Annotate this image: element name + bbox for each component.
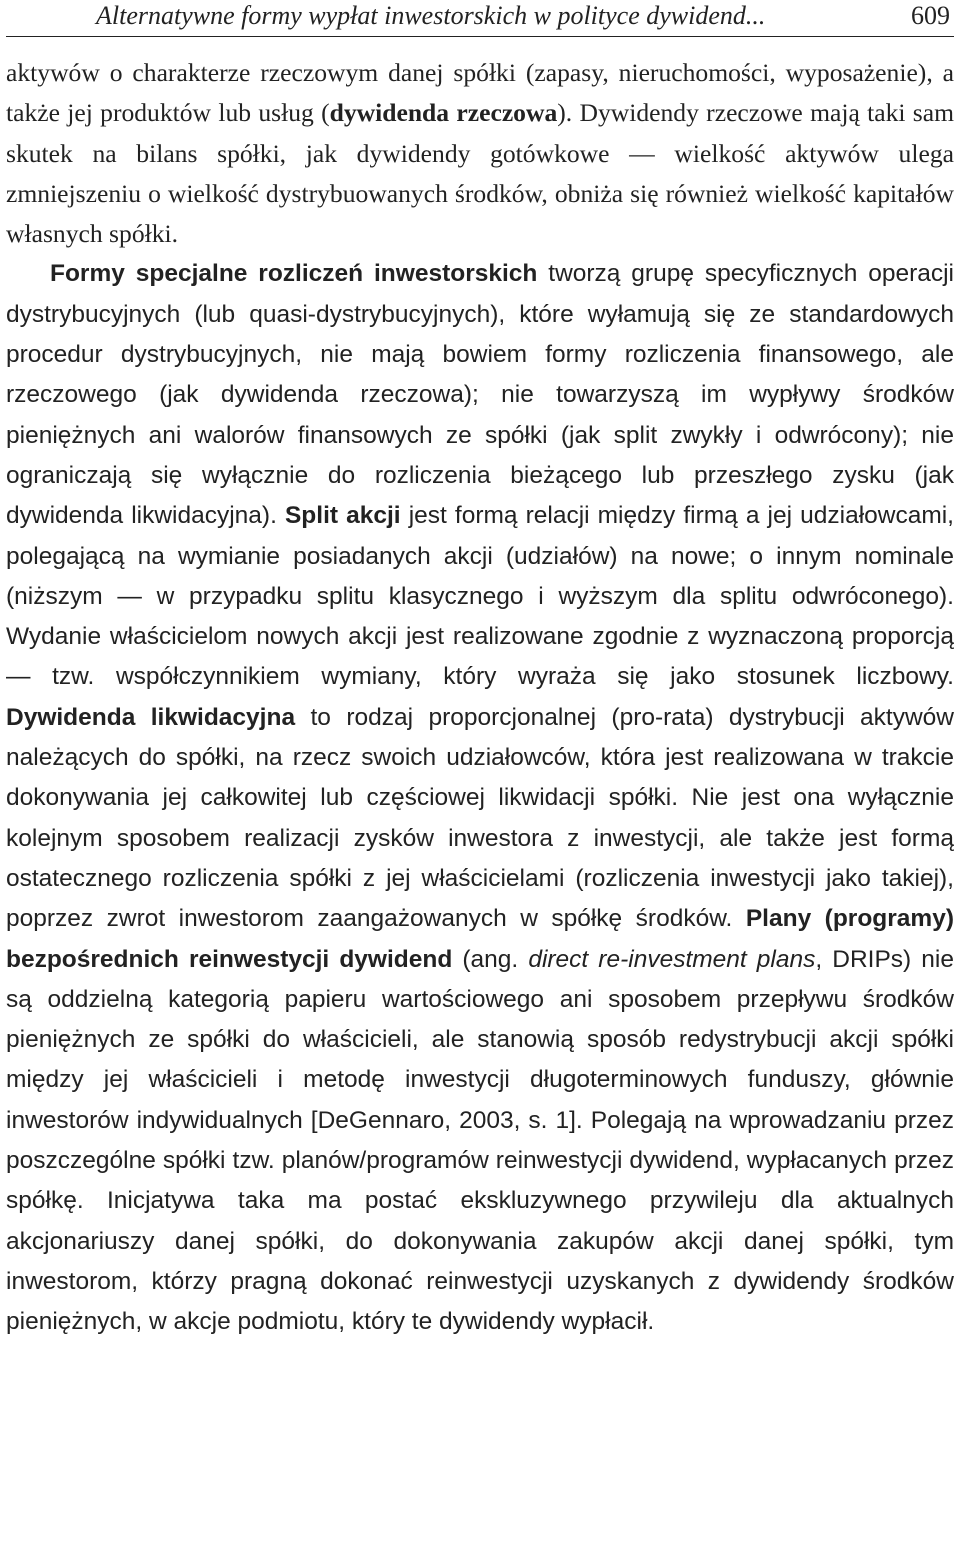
- page-number: 609: [911, 1, 950, 30]
- paragraph-formy-specjalne: [6, 254, 954, 1342]
- body-text: [6, 53, 954, 1343]
- running-header-title: Alternatywne formy wypłat inwestorskich w polityce dywidend...: [96, 1, 766, 30]
- term-dywidenda-likwidacyjna: Dywidenda likwidacyjna: [6, 703, 296, 731]
- running-header: [6, 0, 954, 37]
- paragraph-text: tworzą grupę specyficznych operacji dystrybucyjnych (lub quasi-dystrybucyjnych), które wyłamują się ze standardowych procedur dystrybucyjnych, nie mają bowiem formy rozliczenia finansowego, ale rzeczowego (jak dywidenda rzeczowa); nie towarzyszą im wypływy środków pieniężnych ani walorów finansowych ze spółki (jak split zwykły i odwrócony); nie ograniczają się wyłącznie do rozliczenia bieżącego lub przeszłego zysku (jak dywidenda likwidacyjna).: [6, 260, 954, 530]
- term-dywidenda-rzeczowa: dywidenda rzeczowa: [329, 98, 558, 128]
- paragraph-text: ). Dywidendy rzeczowe mają taki sam skutek na bilans spółki, jak dywidendy gotówkowe — wielkość aktywów ulega zmniejszeniu o wielkość dystrybuowanych środków, obniża się również wielkość kapitałów własnych spółki.: [6, 98, 954, 249]
- paragraph-text: (ang.: [452, 945, 529, 973]
- paragraph-text: jest formą relacji między firmą a jej udziałowcami, polegającą na wymianie posiadanych akcji (udziałów) na nowe; o innym nominale (niższym — w przypadku splitu klasycznego i wyższym dla splitu odwróconego). Wydanie właścicielom nowych akcji jest realizowane zgodnie z wyznaczoną proporcją — tzw. współczynnikiem wymiany, który wyraża się jako stosunek liczbowy.: [6, 502, 954, 691]
- term-split-akcji: Split akcji: [284, 502, 401, 530]
- paragraph-continued: [6, 53, 954, 254]
- term-direct-reinvestment-plans: direct re-investment plans: [528, 945, 816, 973]
- term-plany-reinwestycji: Plany (programy) bezpośrednich reinwestycji dywidend: [6, 905, 954, 973]
- paragraph-text: aktywów o charakterze rzeczowym danej spółki (zapasy, nieruchomości, wyposażenie), a także jej produktów lub usług (: [6, 58, 954, 128]
- paragraph-text: to rodzaj proporcjonalnej (pro-rata) dystrybucji aktywów należących do spółki, na rzecz swoich udziałowców, która jest realizowana w trakcie dokonywania jej całkowitej lub częściowej likwidacji spółki. Nie jest ona wyłącznie kolejnym sposobem realizacji zysków inwestora z inwestycji, ale także jest formą ostatecznego rozliczenia spółki z jej właścicielami (rozliczenia inwestycji jako takiej), poprzez zwrot inwestorom zaangażowanych w spółkę środków.: [6, 703, 955, 933]
- term-formy-specjalne: Formy specjalne rozliczeń inwestorskich: [50, 260, 538, 288]
- paragraph-text: , DRIPs) nie są oddzielną kategorią papieru wartościowego ani sposobem przepływu środków pieniężnych ze spółki do właścicieli, ale stanowią sposób redystrybucji akcji spółki między jej właścicieli i metodę inwestycji długoterminowych funduszy, głównie inwestorów indywidualnych [DeGennaro, 2003, s. 1]. Polegają na wprowadzaniu przez poszczególne spółki tzw. planów/programów reinwestycji dywidend, wypłacanych przez spółkę. Inicjatywa taka ma postać ekskluzywnego przywileju dla aktualnych akcjonariuszy danej spółki, do dokonywania zakupów akcji danej spółki, tym inwestorom, którzy pragną dokonać reinwestycji uzyskanych z dywidendy środków pieniężnych, w akcje podmiotu, który te dywidendy wypłacił.: [6, 945, 954, 1336]
